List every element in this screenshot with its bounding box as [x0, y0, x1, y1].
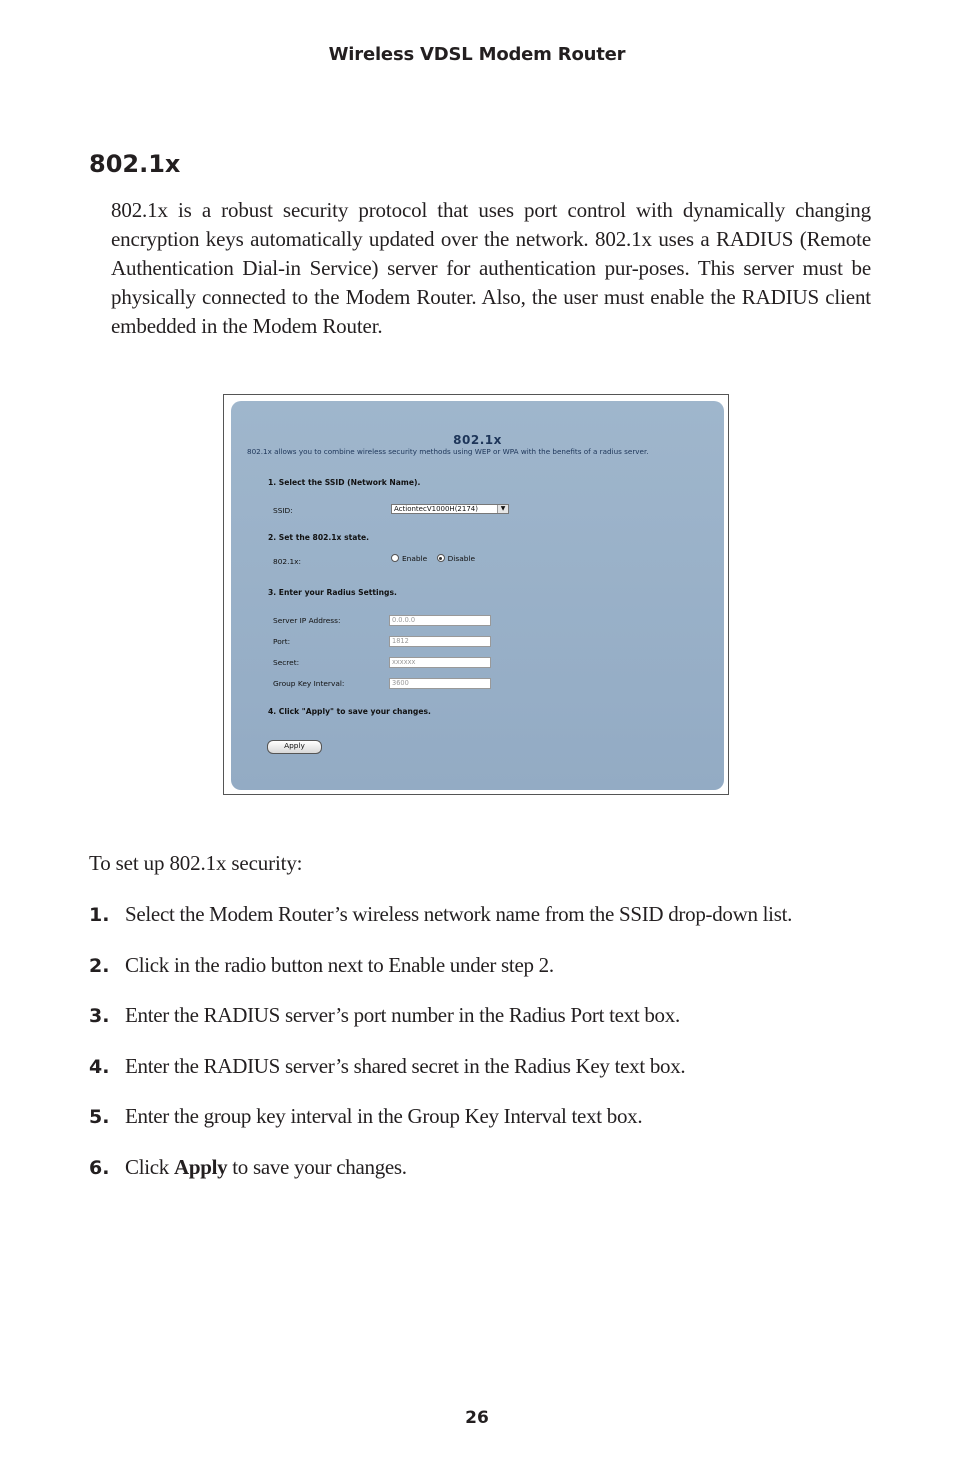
group-key-interval-input[interactable]: 3600: [389, 678, 491, 689]
section-title: 802.1x: [89, 150, 181, 178]
step-text-after: to save your changes.: [227, 1154, 407, 1179]
radio-disable[interactable]: [437, 554, 475, 563]
step-number: 5.: [89, 1106, 110, 1128]
apply-button[interactable]: Apply: [267, 740, 322, 754]
ui-step-1: 1. Select the SSID (Network Name).: [268, 478, 421, 487]
secret-input[interactable]: xxxxxx: [389, 657, 491, 668]
apply-emphasis: Apply: [173, 1154, 228, 1179]
radio-enable-label: Enable: [402, 554, 428, 563]
secret-label: Secret:: [273, 658, 300, 667]
ui-step-4: 4. Click "Apply" to save your changes.: [268, 707, 431, 716]
router-ui-screenshot: [223, 394, 729, 795]
radio-disable-circle[interactable]: [437, 554, 445, 562]
group-key-interval-label: Group Key Interval:: [273, 679, 345, 688]
server-ip-input[interactable]: 0.0.0.0: [389, 615, 491, 626]
radio-enable-circle[interactable]: [391, 554, 399, 562]
radio-enable[interactable]: [391, 554, 427, 563]
step-number: 6.: [89, 1156, 110, 1179]
step-number: 3.: [89, 1005, 110, 1027]
page-number: 26: [465, 1408, 489, 1428]
step-text: Click in the radio button next to Enable under step 2.: [125, 952, 554, 977]
server-ip-label: Server IP Address:: [273, 616, 341, 625]
running-header: Wireless VDSL Modem Router: [328, 44, 626, 65]
instructions-lead: To set up 802.1x security:: [89, 851, 303, 875]
ssid-select-value: ActiontecV1000H(2174): [394, 505, 478, 513]
step-number: 2.: [89, 954, 110, 977]
step-text: Enter the RADIUS server’s port number in the Radius Port text box.: [125, 1003, 680, 1027]
step-number: 4.: [89, 1055, 110, 1078]
radio-disable-label: Disable: [447, 554, 476, 563]
settings-panel: [231, 401, 724, 790]
step-text: Enter the group key interval in the Group Key Interval text box.: [125, 1104, 643, 1128]
step-number: 1.: [89, 904, 110, 926]
step-text: [125, 1155, 407, 1180]
intro-paragraph: 802.1x is a robust security protocol that uses port control with dynamically changing encryption keys automatically updated over the network. 802.1x uses a RADIUS (Remote Authentication Dial-in Service) server for authentication pur-poses. This server must be physically connected to the Modem Router. Also, the user must enable the RADIUS client embedded in the Modem Router.: [111, 198, 871, 338]
ui-description: 802.1x allows you to combine wireless security methods using WEP or WPA with the benefits of a radius server.: [247, 447, 649, 456]
port-label: Port:: [273, 637, 291, 646]
ui-step-3: 3. Enter your Radius Settings.: [268, 588, 397, 597]
port-input[interactable]: 1812: [389, 636, 491, 647]
ssid-label: SSID:: [273, 506, 293, 515]
step-text-before: Click: [125, 1154, 174, 1179]
ssid-select[interactable]: [391, 504, 509, 514]
ui-page-title: 802.1x: [453, 433, 502, 447]
chevron-down-icon[interactable]: ▼: [497, 505, 508, 513]
step-text: Enter the RADIUS server’s shared secret in the Radius Key text box.: [125, 1053, 686, 1078]
state-label: 802.1x:: [273, 557, 302, 566]
state-radio-group: [391, 554, 475, 563]
step-text: Select the Modem Router’s wireless network name from the SSID drop-down list.: [125, 902, 793, 926]
ui-step-2: 2. Set the 802.1x state.: [268, 533, 370, 542]
